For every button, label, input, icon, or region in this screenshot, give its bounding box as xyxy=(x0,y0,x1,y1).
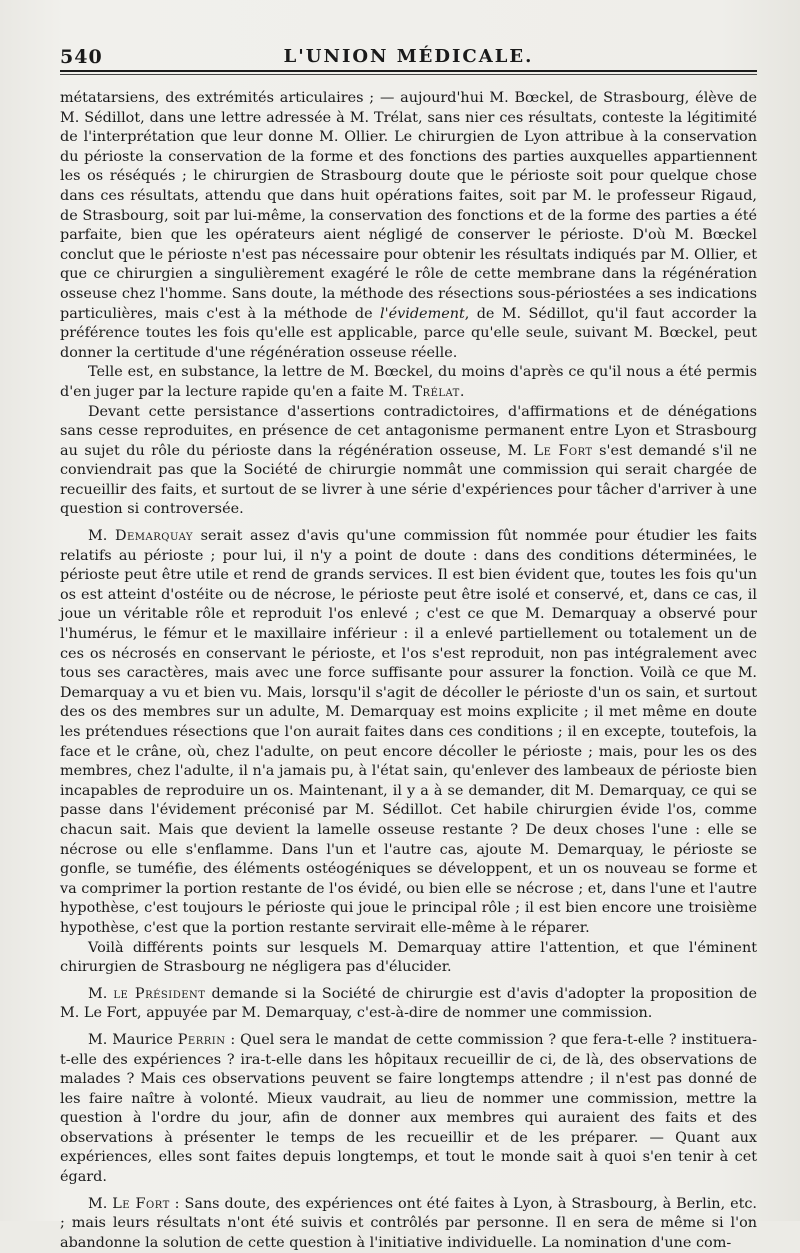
article-body xyxy=(60,89,757,1253)
paragraph-p3 xyxy=(60,403,757,521)
text-run: Le Fort xyxy=(533,442,593,459)
text-run: Le Fort xyxy=(112,1195,170,1212)
text-run: Demarquay xyxy=(114,528,194,545)
text-run: Telle est, en substance, la lettre de M. Bœckel, du moins d'après ce qu'il nous a été permis d'en juger par la lecture rapide qu'en a faite M. xyxy=(60,364,757,400)
text-run: . xyxy=(459,383,465,400)
page-header xyxy=(60,40,757,72)
text-run: M. xyxy=(88,1195,113,1212)
text-run: l'évidement xyxy=(380,305,465,322)
paragraph-p2 xyxy=(60,363,757,402)
paragraph-p1 xyxy=(60,89,757,363)
text-run: Trélat xyxy=(412,383,460,400)
paragraph-p5 xyxy=(60,939,757,978)
paragraph-p6 xyxy=(60,985,757,1024)
text-run: demande si la Société de chirurgie est d'avis d'adopter la proposition de M. Le Fort, appuyée par M. Demarquay, c'est-à-dire de nommer une commission. xyxy=(60,985,757,1022)
page-number: 540 xyxy=(60,46,103,68)
text-run: : Quel sera le mandat de cette commission ? que fera-t-elle ? instituera-t-elle des expériences ? ira-t-elle dans les hôpitaux recueillir de ci, de là, des observations de malades ? Mais ces observations peuvent se faire longtemps attendre ; il n'est pas donné de les faire naître à volonté. Mieux vaudrait, au lieu de nommer une commission, mettre la question à l'ordre du jour, afin de donner aux membres qui auraient des faits et des observations à présenter le temps de les recueillir et de les préparer. — Quant aux expériences, elles sont faites depuis longtemps, et tout le monde sait à quoi s'en tenir à cet égard. xyxy=(60,1031,758,1186)
text-run: M. xyxy=(88,985,114,1002)
text-run: le Président xyxy=(113,985,206,1002)
running-title: L'UNION MÉDICALE. xyxy=(283,46,534,67)
text-run: Devant cette persistance d'assertions contradictoires, d'affirmations et de dénégations sans cesse reproduites, en présence de cet antagonisme permanent entre Lyon et Strasbourg au sujet du rôle du périoste dans la régénération osseuse, M. xyxy=(60,403,757,459)
text-run: M. xyxy=(88,528,115,545)
text-run: M. Maurice xyxy=(88,1031,178,1048)
text-run: : Sans doute, des expériences ont été faites à Lyon, à Strasbourg, à Berlin, etc. ; mais leurs résultats n'ont été suivis et contrôlés par personne. Il en sera de même si l'on abandonne la solution de cette question à l'initiative individuelle. La nomination d'une com- xyxy=(60,1195,758,1251)
paragraph-p7 xyxy=(60,1031,757,1188)
text-run: serait assez d'avis qu'une commission fût nommée pour étudier les faits relatifs au périoste ; pour lui, il n'y a point de doute : dans des conditions déterminées, le périoste peut être utile et rend de grands services. Il est bien évident que, toutes les fois qu'un os est atteint d'ostéite ou de nécrose, le périoste peut être isolé et conservé, et, dans ce cas, il joue un véritable rôle et reproduit l'os enlevé ; c'est ce que M. Demarquay a observé pour l'humérus, le fémur et le maxillaire inférieur : il a enlevé partiellement ou totalement un de ces os nécrosés en conservant le périoste, et l'os s'est reproduit, non pas intégralement avec tous ses caractères, mais avec une force suffisante pour assurer la fonction. Voilà ce que M. Demarquay a vu et bien vu. Mais, lorsqu'il s'agit de décoller le périoste d'un os sain, et surtout des os des membres sur un adulte, M. Demarquay est moins explicite ; il met même en doute les prétendues résections que l'on aurait faites dans ces conditions ; il en excepte, toutefois, la face et le crâne, où, chez l'adulte, on peut encore décoller le périoste ; mais, pour les os des membres, chez l'adulte, il n'a jamais pu, à l'état sain, qu'enlever des lambeaux de périoste bien incapables de reproduire un os. Maintenant, il y a à se demander, dit M. Demarquay, ce qui se passe dans l'évidement préconisé par M. Sédillot. Cet habile chirurgien évide l'os, comme chacun sait. Mais que devient la lamelle osseuse restante ? De deux choses l'une : elle se nécrose ou elle s'enflamme. Dans l'un et l'autre cas, ajoute M. Demarquay, le périoste se gonfle, se tuméfie, des éléments ostéogéniques se développent, et un os nouveau se forme et va comprimer la portion restante de l'os évidé, ou bien elle se nécrose ; et, dans l'une et l'autre hypothèse, c'est toujours le périoste qui joue le principal rôle ; il est bien encore une troisième hypothèse, c'est que la portion restante servirait elle-même à le réparer. xyxy=(60,528,757,936)
text-run: s'est demandé s'il ne conviendrait pas que la Société de chirurgie nommât une commission qui serait chargée de recueillir des faits, et surtout de se livrer à une série d'expériences pour tâcher d'arriver à une question si controversée. xyxy=(60,442,758,518)
text-run: Perrin xyxy=(177,1031,226,1048)
text-run: Voilà différents points sur lesquels M. Demarquay attire l'attention, et que l'éminent chirurgien de Strasbourg ne négligera pas d'élucider. xyxy=(60,939,757,976)
text-run: métatarsiens, des extrémités articulaires ; — aujourd'hui M. Bœckel, de Strasbourg, élève de M. Sédillot, dans une lettre adressée à M. Trélat, sans nier ces résultats, conteste la légitimité de l'interprétation que leur donne M. Ollier. Le chirurgien de Lyon attribue à la conservation du périoste la conservation de la forme et des fonctions des parties auxquelles appartiennent les os réséqués ; le chirurgien de Strasbourg doute que le périoste soit pour quelque chose dans ces résultats, attendu que dans huit opérations faites, soit par M. le professeur Rigaud, de Strasbourg, soit par lui-même, la conservation des fonctions et de la forme des parties a été parfaite, bien que les opérateurs aient négligé de conserver le périoste. D'où M. Bœckel conclut que le périoste n'est pas nécessaire pour obtenir les résultats indiqués par M. Ollier, et que ce chirurgien a singulièrement exagéré le rôle de cette membrane dans la régénération osseuse chez l'homme. Sans doute, la méthode des résections sous-périostées a ses indications particulières, mais c'est à la méthode de xyxy=(60,90,757,322)
text-run: , de M. Sédillot, qu'il faut accorder la préférence toutes les fois qu'elle est applicable, parce qu'elle seule, suivant M. Bœckel, peut donner la certitude d'une régénération osseuse réelle. xyxy=(60,305,757,361)
paragraph-p8 xyxy=(60,1195,757,1253)
paragraph-p4 xyxy=(60,527,757,938)
